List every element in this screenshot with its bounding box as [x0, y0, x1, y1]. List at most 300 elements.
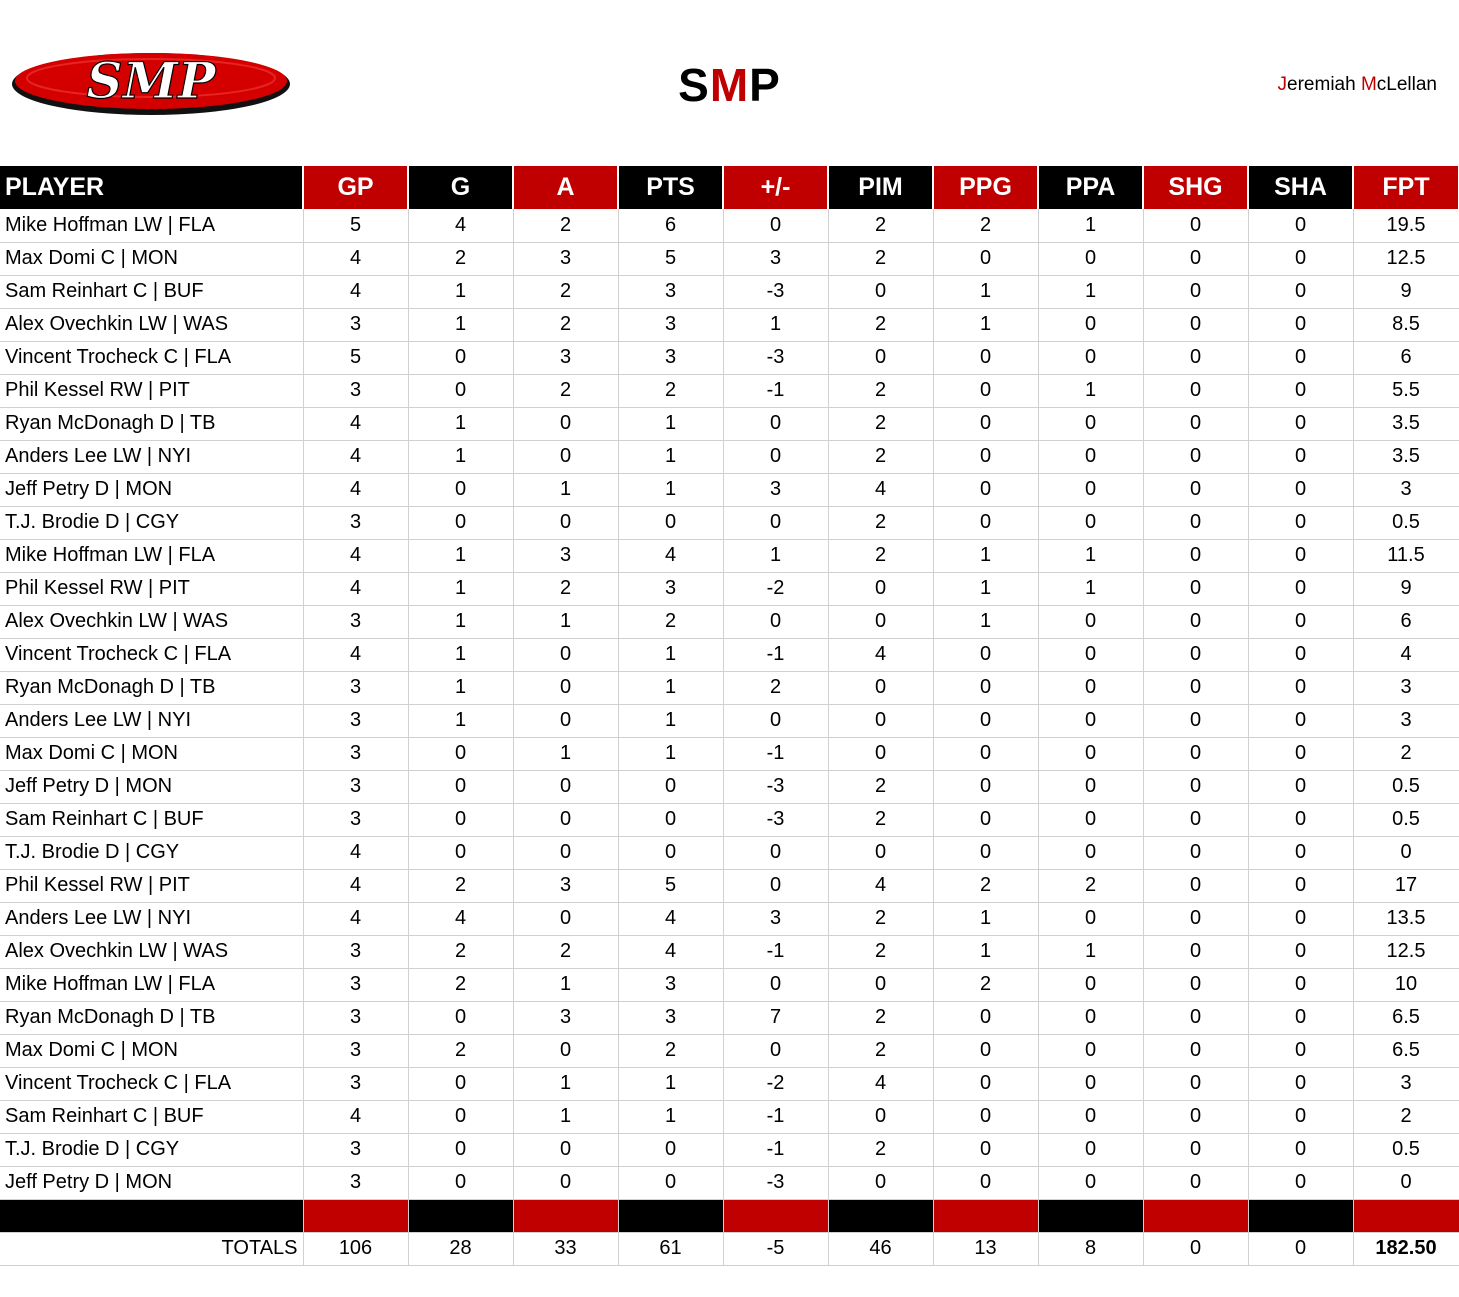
player-cell: T.J. Brodie D | CGY — [0, 506, 303, 539]
column-header-sha: SHA — [1248, 166, 1353, 209]
stat-cell: 0 — [1143, 539, 1248, 572]
stat-cell: 0 — [1143, 506, 1248, 539]
stat-cell: 0 — [933, 506, 1038, 539]
stat-cell: 0 — [1248, 473, 1353, 506]
stat-cell: 3 — [303, 605, 408, 638]
stat-cell: 1 — [408, 407, 513, 440]
stat-cell: 0 — [828, 341, 933, 374]
stat-cell: 1 — [408, 704, 513, 737]
stat-cell: 12.5 — [1353, 935, 1459, 968]
stat-cell: 0 — [1143, 1100, 1248, 1133]
table-row — [0, 242, 1459, 275]
stat-cell: 1 — [1038, 374, 1143, 407]
page-header — [0, 0, 1459, 165]
stat-cell: 0 — [1353, 1166, 1459, 1199]
stat-cell: 0 — [1248, 968, 1353, 1001]
stat-cell: 5 — [303, 341, 408, 374]
stat-cell: 3 — [618, 308, 723, 341]
stat-cell: 2 — [828, 209, 933, 242]
stat-cell: 1 — [408, 605, 513, 638]
stat-cell: 1 — [1038, 275, 1143, 308]
stat-cell: 0 — [1248, 1166, 1353, 1199]
stat-cell: 0 — [933, 440, 1038, 473]
table-row — [0, 1100, 1459, 1133]
column-header-plus-minus: +/- — [723, 166, 828, 209]
stat-cell: 2 — [828, 803, 933, 836]
stat-cell: 0 — [408, 341, 513, 374]
stat-cell: 3.5 — [1353, 440, 1459, 473]
stat-cell: 3 — [1353, 704, 1459, 737]
stat-cell: 0 — [1143, 605, 1248, 638]
stat-cell: 6 — [1353, 605, 1459, 638]
stat-cell: 0 — [1143, 374, 1248, 407]
stat-cell: 1 — [408, 440, 513, 473]
stat-cell: 3 — [303, 1067, 408, 1100]
stat-cell: 0 — [1038, 605, 1143, 638]
stat-cell: 0 — [408, 836, 513, 869]
stat-cell: 0 — [828, 968, 933, 1001]
stat-cell: 5.5 — [1353, 374, 1459, 407]
stat-cell: 1 — [408, 539, 513, 572]
stat-cell: 0 — [1038, 308, 1143, 341]
stat-cell: 0 — [933, 1100, 1038, 1133]
player-cell: Anders Lee LW | NYI — [0, 440, 303, 473]
player-cell: Vincent Trocheck C | FLA — [0, 638, 303, 671]
stat-cell: 2 — [933, 968, 1038, 1001]
table-row — [0, 935, 1459, 968]
stat-cell: 0 — [1248, 1067, 1353, 1100]
stat-cell: 0 — [723, 968, 828, 1001]
stat-cell: 0 — [933, 1067, 1038, 1100]
stat-cell: 0 — [828, 605, 933, 638]
stat-cell: 2 — [828, 308, 933, 341]
stat-cell: 0 — [933, 671, 1038, 704]
separator-cell — [0, 1199, 303, 1232]
player-cell: T.J. Brodie D | CGY — [0, 836, 303, 869]
stat-cell: 0 — [1038, 803, 1143, 836]
player-cell: Anders Lee LW | NYI — [0, 902, 303, 935]
separator-cell — [408, 1199, 513, 1232]
stat-cell: 1 — [723, 308, 828, 341]
stat-cell: 3 — [618, 572, 723, 605]
stat-cell: 1 — [1038, 209, 1143, 242]
stat-cell: 2 — [723, 671, 828, 704]
stat-cell: 1 — [933, 605, 1038, 638]
separator-cell — [1143, 1199, 1248, 1232]
stat-cell: 2 — [408, 968, 513, 1001]
stat-cell: 0 — [1248, 869, 1353, 902]
stat-cell: 0 — [933, 473, 1038, 506]
stat-cell: 0 — [513, 407, 618, 440]
total-cell: 61 — [618, 1232, 723, 1265]
stat-cell: -3 — [723, 770, 828, 803]
stat-cell: 3 — [303, 968, 408, 1001]
separator-cell — [303, 1199, 408, 1232]
stat-cell: 0 — [723, 869, 828, 902]
stat-cell: 19.5 — [1353, 209, 1459, 242]
stat-cell: 2 — [1353, 1100, 1459, 1133]
stat-cell: 1 — [1038, 935, 1143, 968]
stat-cell: 5 — [618, 242, 723, 275]
stat-cell: 0 — [1353, 836, 1459, 869]
stat-cell: 0 — [618, 1133, 723, 1166]
player-cell: Alex Ovechkin LW | WAS — [0, 605, 303, 638]
table-row — [0, 1067, 1459, 1100]
stat-cell: 0 — [1143, 572, 1248, 605]
stat-cell: 13.5 — [1353, 902, 1459, 935]
table-row — [0, 968, 1459, 1001]
table-row — [0, 506, 1459, 539]
stat-cell: 2 — [828, 770, 933, 803]
stat-cell: 0 — [1038, 1034, 1143, 1067]
player-cell: Ryan McDonagh D | TB — [0, 1001, 303, 1034]
table-row — [0, 605, 1459, 638]
stat-cell: 0.5 — [1353, 506, 1459, 539]
stat-cell: 0 — [1143, 704, 1248, 737]
table-row — [0, 1133, 1459, 1166]
stat-cell: 0 — [408, 770, 513, 803]
table-row — [0, 1001, 1459, 1034]
stat-cell: 1 — [618, 638, 723, 671]
stat-cell: 0.5 — [1353, 803, 1459, 836]
stat-cell: 0 — [828, 275, 933, 308]
stat-cell: 3 — [303, 935, 408, 968]
player-cell: Jeff Petry D | MON — [0, 1166, 303, 1199]
stat-cell: 0 — [1248, 572, 1353, 605]
stat-cell: 0 — [1248, 803, 1353, 836]
stat-cell: 4 — [828, 869, 933, 902]
player-cell: Sam Reinhart C | BUF — [0, 803, 303, 836]
stat-cell: 2 — [933, 869, 1038, 902]
stat-cell: 1 — [933, 275, 1038, 308]
stat-cell: 0 — [933, 407, 1038, 440]
stat-cell: 2 — [828, 1133, 933, 1166]
stat-cell: 0 — [723, 506, 828, 539]
stat-cell: 4 — [303, 473, 408, 506]
stat-cell: 0 — [1248, 407, 1353, 440]
stat-cell: 0 — [513, 704, 618, 737]
stat-cell: 1 — [618, 473, 723, 506]
stat-cell: 0 — [1038, 671, 1143, 704]
stat-cell: 0 — [513, 803, 618, 836]
stat-cell: 0 — [1143, 1001, 1248, 1034]
stat-cell: 0 — [933, 638, 1038, 671]
stat-cell: 0 — [1248, 506, 1353, 539]
column-header-shg: SHG — [1143, 166, 1248, 209]
stat-cell: 1 — [933, 572, 1038, 605]
stat-cell: 0 — [1038, 341, 1143, 374]
stat-cell: 0 — [408, 803, 513, 836]
stat-cell: 0 — [618, 506, 723, 539]
stat-cell: 2 — [1353, 737, 1459, 770]
player-cell: Jeff Petry D | MON — [0, 770, 303, 803]
stat-cell: 0 — [408, 473, 513, 506]
totals-label: TOTALS — [0, 1232, 303, 1265]
stat-cell: 0 — [513, 902, 618, 935]
stat-cell: 0 — [1038, 506, 1143, 539]
stat-cell: 2 — [828, 935, 933, 968]
stat-cell: -1 — [723, 737, 828, 770]
stat-cell: 1 — [513, 473, 618, 506]
stat-cell: 2 — [828, 902, 933, 935]
stat-cell: 0 — [1143, 935, 1248, 968]
stat-cell: 0 — [1038, 770, 1143, 803]
column-header-fpt: FPT — [1353, 166, 1459, 209]
stat-cell: 4 — [408, 209, 513, 242]
stat-cell: 2 — [513, 935, 618, 968]
author-name — [1278, 74, 1437, 96]
stat-cell: 0 — [1038, 1001, 1143, 1034]
separator-cell — [723, 1199, 828, 1232]
stat-cell: 0 — [1038, 704, 1143, 737]
stat-cell: 0 — [513, 1133, 618, 1166]
stat-cell: 0 — [1143, 440, 1248, 473]
title-letter: S — [678, 59, 710, 111]
stat-cell: 0 — [1143, 968, 1248, 1001]
stat-cell: 0 — [1248, 440, 1353, 473]
column-header-player: PLAYER — [0, 166, 303, 209]
stat-cell: 0 — [513, 1034, 618, 1067]
separator-cell — [1353, 1199, 1459, 1232]
stat-cell: 3 — [1353, 671, 1459, 704]
player-cell: Phil Kessel RW | PIT — [0, 374, 303, 407]
stat-cell: 3 — [513, 1001, 618, 1034]
stat-cell: 1 — [408, 572, 513, 605]
stat-cell: 1 — [513, 1067, 618, 1100]
stat-cell: 3 — [303, 803, 408, 836]
stat-cell: 3 — [618, 341, 723, 374]
totals-separator-bar — [0, 1199, 1459, 1232]
stat-cell: 3 — [723, 473, 828, 506]
stat-cell: 8.5 — [1353, 308, 1459, 341]
stat-cell: 0 — [408, 1166, 513, 1199]
player-cell: Mike Hoffman LW | FLA — [0, 968, 303, 1001]
stat-cell: 0 — [1038, 242, 1143, 275]
stat-cell: 0 — [1248, 341, 1353, 374]
stat-cell: 0 — [1248, 836, 1353, 869]
table-row — [0, 803, 1459, 836]
stat-cell: 0 — [1248, 539, 1353, 572]
stat-cell: -1 — [723, 935, 828, 968]
stat-cell: 0 — [828, 572, 933, 605]
stat-cell: 0 — [1038, 407, 1143, 440]
stat-cell: 0 — [513, 770, 618, 803]
stat-cell: 0 — [723, 836, 828, 869]
table-row — [0, 836, 1459, 869]
stat-cell: 0 — [1248, 770, 1353, 803]
stat-cell: 4 — [1353, 638, 1459, 671]
table-row — [0, 737, 1459, 770]
stat-cell: 2 — [408, 869, 513, 902]
stat-cell: 3 — [303, 1034, 408, 1067]
stat-cell: 0 — [1143, 242, 1248, 275]
total-cell: 33 — [513, 1232, 618, 1265]
table-row — [0, 1034, 1459, 1067]
stat-cell: 0 — [618, 1166, 723, 1199]
stat-cell: -3 — [723, 341, 828, 374]
total-cell: 0 — [1248, 1232, 1353, 1265]
stat-cell: 1 — [513, 737, 618, 770]
table-row — [0, 308, 1459, 341]
stat-cell: 2 — [828, 1001, 933, 1034]
stat-cell: 0 — [1143, 1133, 1248, 1166]
stat-cell: 4 — [828, 1067, 933, 1100]
stat-cell: 3 — [303, 308, 408, 341]
stat-cell: 1 — [933, 935, 1038, 968]
stat-cell: 2 — [828, 242, 933, 275]
stat-cell: 0 — [408, 1133, 513, 1166]
stat-cell: 0 — [933, 1001, 1038, 1034]
stat-cell: 4 — [618, 902, 723, 935]
player-cell: Mike Hoffman LW | FLA — [0, 209, 303, 242]
stat-cell: 0 — [933, 704, 1038, 737]
stat-cell: 0 — [1038, 1166, 1143, 1199]
stat-cell: 4 — [303, 869, 408, 902]
separator-cell — [1038, 1199, 1143, 1232]
stat-cell: 0 — [1143, 803, 1248, 836]
stat-cell: 0 — [1143, 770, 1248, 803]
stat-cell: 0 — [1038, 737, 1143, 770]
stat-cell: 3.5 — [1353, 407, 1459, 440]
player-cell: Sam Reinhart C | BUF — [0, 275, 303, 308]
stat-cell: 0 — [723, 407, 828, 440]
stat-cell: 0 — [1248, 374, 1353, 407]
stat-cell: -2 — [723, 1067, 828, 1100]
stat-cell: 2 — [618, 374, 723, 407]
stat-cell: 3 — [618, 968, 723, 1001]
player-cell: Anders Lee LW | NYI — [0, 704, 303, 737]
table-row — [0, 209, 1459, 242]
stat-cell: 1 — [408, 308, 513, 341]
stat-cell: 3 — [723, 902, 828, 935]
stat-cell: 2 — [408, 935, 513, 968]
stat-cell: 2 — [408, 242, 513, 275]
total-cell: 106 — [303, 1232, 408, 1265]
stat-cell: 5 — [303, 209, 408, 242]
stat-cell: 4 — [618, 935, 723, 968]
stat-cell: -1 — [723, 638, 828, 671]
stat-cell: 2 — [618, 605, 723, 638]
player-cell: Vincent Trocheck C | FLA — [0, 1067, 303, 1100]
stat-cell: 1 — [723, 539, 828, 572]
stat-cell: 0 — [1248, 737, 1353, 770]
stat-cell: 2 — [828, 1034, 933, 1067]
column-header-pim: PIM — [828, 166, 933, 209]
stat-cell: 0 — [618, 836, 723, 869]
table-row — [0, 374, 1459, 407]
stat-cell: 0 — [1038, 1067, 1143, 1100]
stat-cell: 0 — [1143, 836, 1248, 869]
stat-cell: 0 — [1248, 308, 1353, 341]
column-header-g: G — [408, 166, 513, 209]
table-row — [0, 1166, 1459, 1199]
stat-cell: 3 — [303, 506, 408, 539]
stat-cell: 0 — [1143, 1034, 1248, 1067]
stat-cell: 0 — [828, 1100, 933, 1133]
player-cell: Sam Reinhart C | BUF — [0, 1100, 303, 1133]
stat-cell: 0 — [723, 605, 828, 638]
column-header-a: A — [513, 166, 618, 209]
stat-cell: 1 — [513, 968, 618, 1001]
stat-cell: 4 — [303, 638, 408, 671]
stat-cell: 6.5 — [1353, 1034, 1459, 1067]
stat-cell: 0.5 — [1353, 770, 1459, 803]
stat-cell: 4 — [618, 539, 723, 572]
stat-cell: -2 — [723, 572, 828, 605]
stat-cell: 0 — [1248, 671, 1353, 704]
separator-cell — [618, 1199, 723, 1232]
player-cell: Mike Hoffman LW | FLA — [0, 539, 303, 572]
stat-cell: 6.5 — [1353, 1001, 1459, 1034]
column-header-ppa: PPA — [1038, 166, 1143, 209]
stat-cell: 1 — [618, 737, 723, 770]
stat-cell: 0 — [1143, 209, 1248, 242]
stat-cell: 6 — [1353, 341, 1459, 374]
stat-cell: 0 — [933, 1166, 1038, 1199]
stat-cell: 0 — [933, 770, 1038, 803]
stat-cell: 4 — [303, 407, 408, 440]
author-part: cLellan — [1376, 74, 1437, 95]
stat-cell: 2 — [513, 308, 618, 341]
stat-cell: 0 — [408, 1100, 513, 1133]
player-cell: Max Domi C | MON — [0, 242, 303, 275]
stat-cell: 3 — [618, 1001, 723, 1034]
stat-cell: 0 — [1248, 935, 1353, 968]
stat-cell: 2 — [828, 407, 933, 440]
stat-cell: 10 — [1353, 968, 1459, 1001]
stat-cell: 0 — [933, 803, 1038, 836]
table-row — [0, 572, 1459, 605]
stat-cell: 1 — [618, 1100, 723, 1133]
stat-cell: 0 — [408, 506, 513, 539]
stat-cell: 2 — [513, 572, 618, 605]
table-row — [0, 770, 1459, 803]
stat-cell: 0 — [933, 1133, 1038, 1166]
stat-cell: 3 — [723, 242, 828, 275]
player-cell: Max Domi C | MON — [0, 737, 303, 770]
page-title — [0, 58, 1459, 112]
player-cell: Phil Kessel RW | PIT — [0, 572, 303, 605]
table-row — [0, 275, 1459, 308]
stat-cell: 0 — [1248, 1034, 1353, 1067]
stat-cell: 0 — [933, 374, 1038, 407]
stat-cell: 3 — [303, 1133, 408, 1166]
stat-cell: 4 — [303, 440, 408, 473]
stat-cell: 0 — [828, 704, 933, 737]
stat-cell: 0 — [723, 209, 828, 242]
stat-cell: 1 — [618, 1067, 723, 1100]
stat-cell: 2 — [513, 374, 618, 407]
stat-cell: 0 — [933, 242, 1038, 275]
stat-cell: 2 — [1038, 869, 1143, 902]
stat-cell: 0 — [828, 671, 933, 704]
stat-cell: 0 — [513, 440, 618, 473]
stat-cell: 0 — [408, 1067, 513, 1100]
column-header-pts: PTS — [618, 166, 723, 209]
stat-cell: 1 — [933, 539, 1038, 572]
stat-cell: 0 — [1143, 671, 1248, 704]
stat-cell: 0 — [1038, 902, 1143, 935]
stat-cell: 6 — [618, 209, 723, 242]
stat-cell: 4 — [303, 242, 408, 275]
stat-cell: 0 — [1143, 638, 1248, 671]
stat-cell: 0 — [408, 737, 513, 770]
separator-cell — [933, 1199, 1038, 1232]
player-cell: Jeff Petry D | MON — [0, 473, 303, 506]
stat-cell: 0 — [723, 704, 828, 737]
fpt-total: 182.50 — [1353, 1232, 1459, 1265]
table-row — [0, 869, 1459, 902]
